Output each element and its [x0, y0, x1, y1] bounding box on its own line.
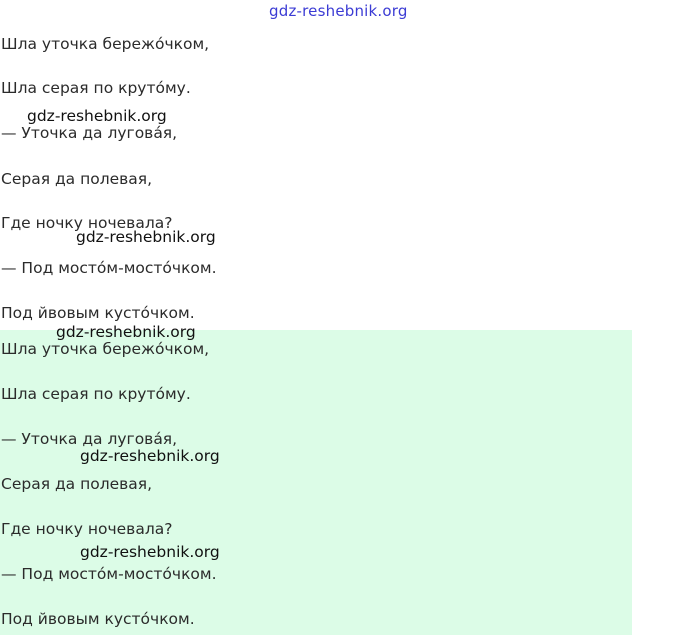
poem-line: Где ночку ночевала? [1, 520, 173, 538]
poem-line: — Под мостóм-мостóчком. [1, 565, 217, 583]
poem-section-highlighted [0, 330, 632, 635]
poem-line: Серая да полевая, [1, 170, 153, 188]
poem-line: Под йвовым кустóчком. [1, 610, 195, 628]
watermark-text: gdz-reshebnik.org [76, 228, 216, 246]
poem-line: Где ночку ночевала? [1, 214, 173, 232]
poem-section-top [0, 0, 632, 330]
watermark-text: gdz-reshebnik.org [80, 543, 220, 561]
poem-line: — Под мостóм-мостóчком. [1, 259, 217, 277]
poem-line: Шла уточка бережóчком, [1, 35, 210, 53]
poem-line: Шла уточка бережóчком, [1, 340, 210, 358]
header-watermark: gdz-reshebnik.org [269, 2, 408, 20]
poem-line: — Уточка да луговáя, [1, 430, 178, 448]
poem-line: — Уточка да луговáя, [1, 124, 178, 142]
watermark-text: gdz-reshebnik.org [27, 107, 167, 125]
poem-line: Серая да полевая, [1, 475, 153, 493]
watermark-text: gdz-reshebnik.org [56, 323, 196, 341]
poem-line: Шла серая по крутóму. [1, 79, 191, 97]
poem-line: Шла серая по крутóму. [1, 385, 191, 403]
poem-line: Под йвовым кустóчком. [1, 304, 195, 322]
watermark-text: gdz-reshebnik.org [80, 447, 220, 465]
